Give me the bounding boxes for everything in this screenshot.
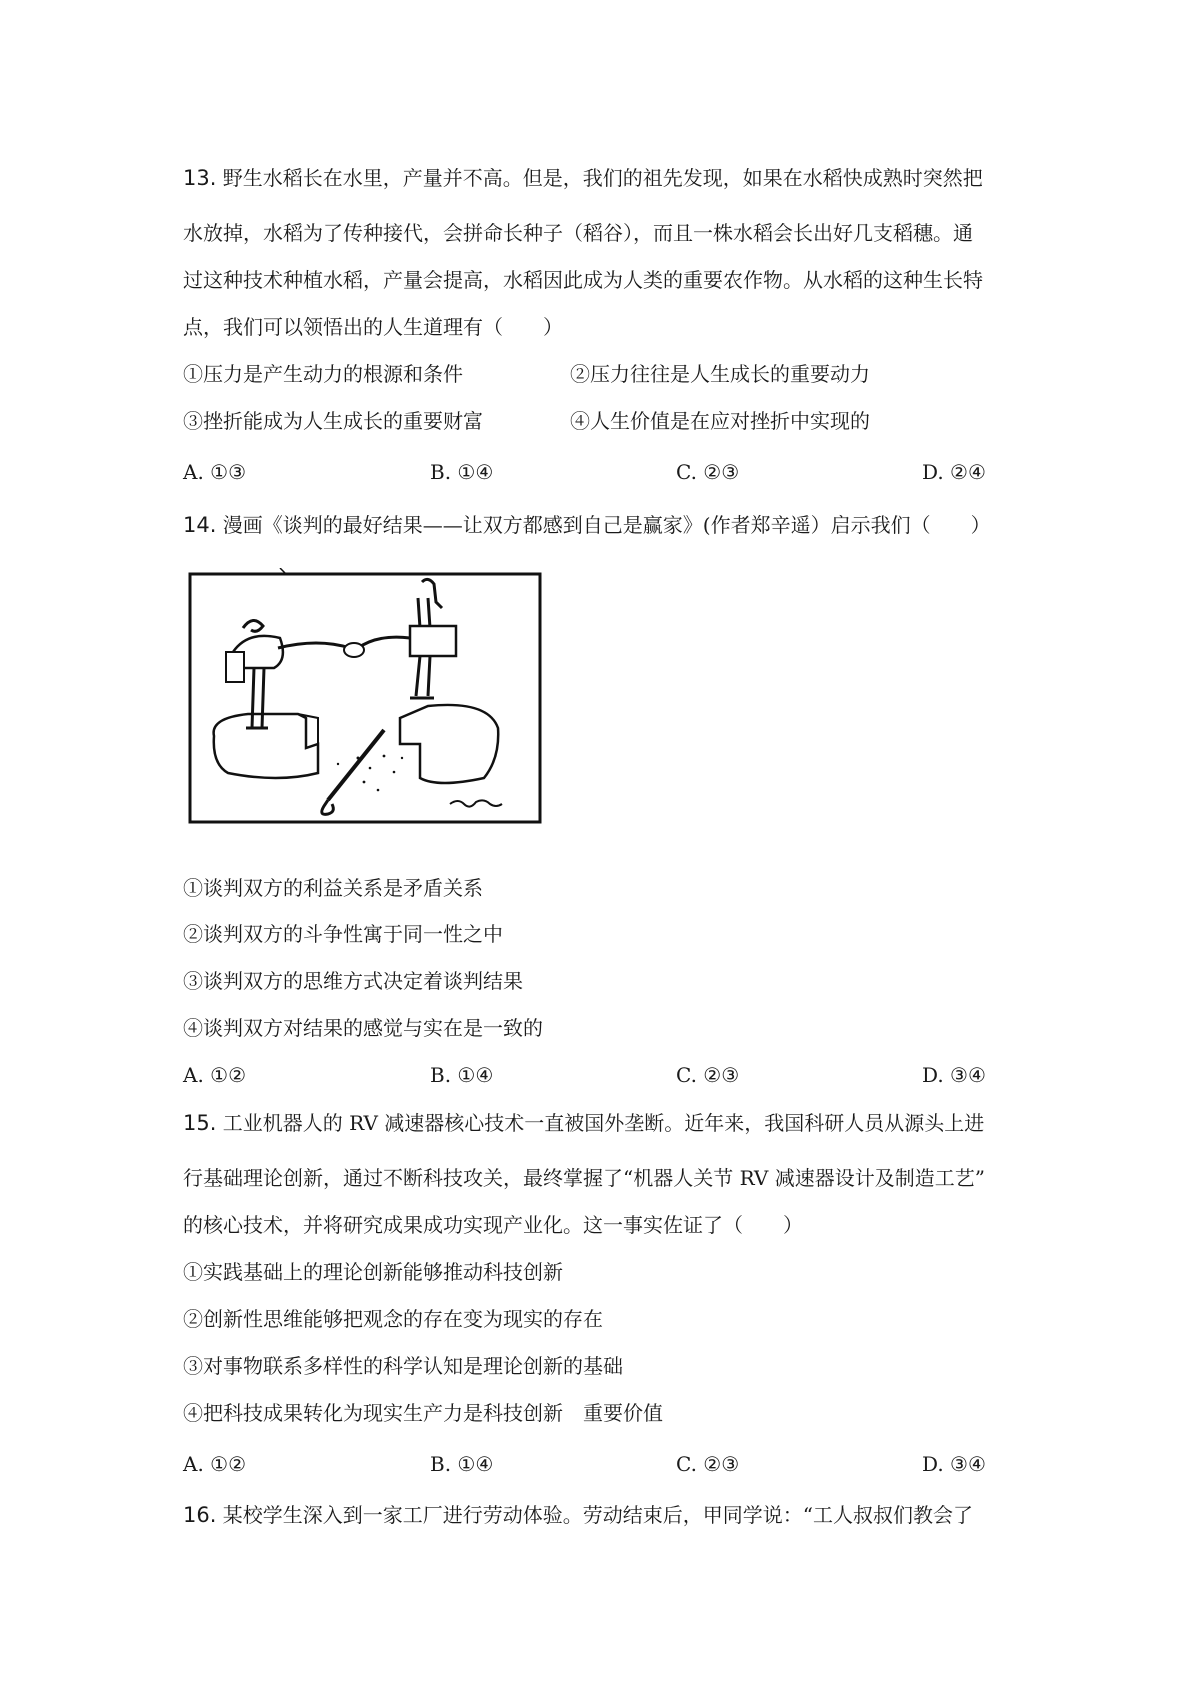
- q15-stem-line: 工业机器人的 RV 减速器核心技术一直被国外垄断。近年来，我国科研人员从源头上进: [222, 1111, 985, 1135]
- q16-line-1: [183, 1500, 1063, 1530]
- q14-option-b[interactable]: B. ①④: [430, 1063, 494, 1087]
- q13-stem-line: 点，我们可以领悟出的人生道理有（ ）: [183, 315, 563, 339]
- q15-option-b[interactable]: B. ①④: [430, 1452, 494, 1476]
- q14-statement: ①谈判双方的利益关系是矛盾关系: [183, 876, 483, 900]
- q15-statement: ①实践基础上的理论创新能够推动科技创新: [183, 1260, 563, 1284]
- q13-option-c[interactable]: C. ②③: [676, 460, 740, 484]
- negotiation-cartoon: [188, 568, 543, 826]
- q13-statement: ①压力是产生动力的根源和条件: [183, 362, 463, 386]
- q13-statement: ③挫折能成为人生成长的重要财富: [183, 409, 483, 433]
- q14-statement: ③谈判双方的思维方式决定着谈判结果: [183, 969, 523, 993]
- q15-statement: ②创新性思维能够把观念的存在变为现实的存在: [183, 1307, 603, 1331]
- q16-number: 16.: [183, 1503, 217, 1527]
- q15-number: 15.: [183, 1111, 217, 1135]
- q14-statement: ④谈判双方对结果的感觉与实在是一致的: [183, 1016, 543, 1040]
- q13-option-d[interactable]: D. ②④: [922, 460, 986, 484]
- q16-stem: 某校学生深入到一家工厂进行劳动体验。劳动结束后，甲同学说：“工人叔叔们教会了: [222, 1503, 973, 1527]
- q15-line-1: [183, 1108, 1063, 1138]
- q15-option-a[interactable]: A. ①②: [183, 1452, 247, 1476]
- q14-option-d[interactable]: D. ③④: [922, 1063, 986, 1087]
- q14-statement: ②谈判双方的斗争性寓于同一性之中: [183, 922, 503, 946]
- q13-stem-line: 野生水稻长在水里，产量并不高。但是，我们的祖先发现，如果在水稻快成熟时突然把: [222, 166, 983, 190]
- q15-statement: ③对事物联系多样性的科学认知是理论创新的基础: [183, 1354, 623, 1378]
- q14-stem: 漫画《谈判的最好结果——让双方都感到自己是赢家》(作者郑辛遥）启示我们（ ）: [222, 513, 991, 537]
- q14-option-a[interactable]: A. ①②: [183, 1063, 247, 1087]
- q15-stem-line: 的核心技术，并将研究成果成功实现产业化。这一事实佐证了（ ）: [183, 1213, 803, 1237]
- q13-statement: ④人生价值是在应对挫折中实现的: [570, 409, 870, 433]
- q13-option-a[interactable]: A. ①③: [183, 460, 247, 484]
- q13-statement: ②压力往往是人生成长的重要动力: [570, 362, 870, 386]
- q13-line-1: [183, 163, 1043, 193]
- q14-number: 14.: [183, 513, 217, 537]
- q13-stem-line: 过这种技术种植水稻，产量会提高，水稻因此成为人类的重要农作物。从水稻的这种生长特: [183, 268, 983, 292]
- q15-statement: ④把科技成果转化为现实生产力是科技创新 重要价值: [183, 1401, 663, 1425]
- q13-number: 13.: [183, 166, 217, 190]
- q15-option-d[interactable]: D. ③④: [922, 1452, 986, 1476]
- q14-line-1: [183, 510, 1063, 540]
- q15-option-c[interactable]: C. ②③: [676, 1452, 740, 1476]
- q13-stem-line: 水放掉，水稻为了传种接代，会拼命长种子（稻谷），而且一株水稻会长出好几支稻穗。通: [183, 221, 973, 245]
- q15-stem-line: 行基础理论创新，通过不断科技攻关，最终掌握了“机器人关节 RV 减速器设计及制造工艺”: [183, 1166, 985, 1190]
- q14-option-c[interactable]: C. ②③: [676, 1063, 740, 1087]
- q13-option-b[interactable]: B. ①④: [430, 460, 494, 484]
